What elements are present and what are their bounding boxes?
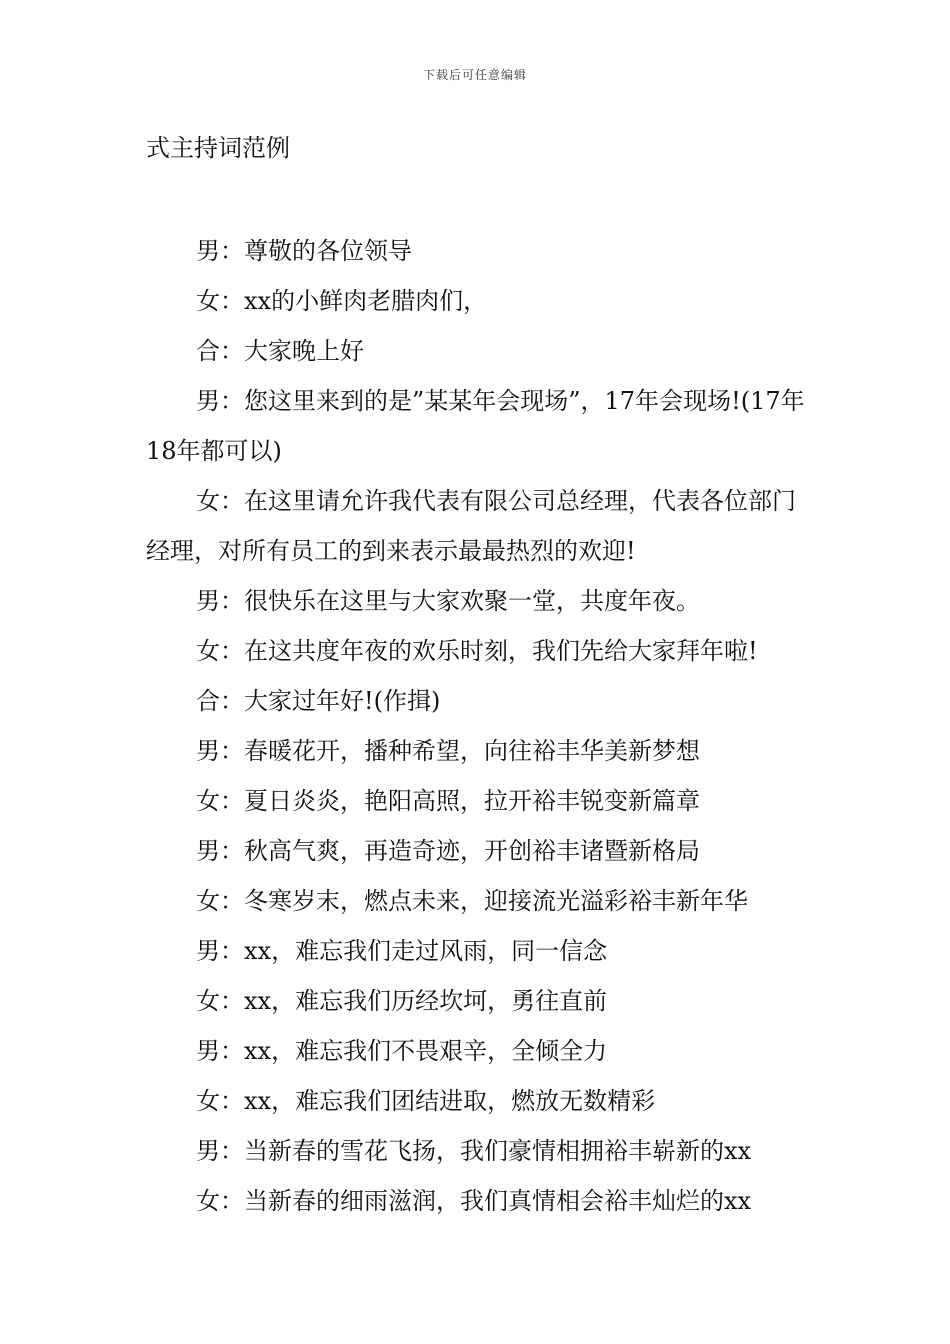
- paragraph: 女：xx，难忘我们团结进取，燃放无数精彩: [196, 1087, 656, 1115]
- paragraph: 男：当新春的雪花飞扬，我们豪情相拥裕丰崭新的xx: [196, 1137, 752, 1165]
- paragraph: 男：xx，难忘我们不畏艰辛，全倾全力: [196, 1037, 608, 1065]
- paragraph: 女：在这共度年夜的欢乐时刻，我们先给大家拜年啦!: [196, 637, 758, 665]
- document-body: [146, 226, 810, 1226]
- paragraph: 男：xx，难忘我们走过风雨，同一信念: [196, 937, 608, 965]
- paragraph: 男：春暖花开，播种希望，向往裕丰华美新梦想: [196, 737, 700, 765]
- paragraph: 男：很快乐在这里与大家欢聚一堂，共度年夜。: [196, 587, 700, 615]
- paragraph: 男：秋高气爽，再造奇迹，开创裕丰诸暨新格局: [196, 837, 700, 865]
- paragraph: 合：大家晚上好: [196, 337, 364, 365]
- paragraph: 女：xx，难忘我们历经坎坷，勇往直前: [196, 987, 608, 1015]
- paragraph: 男：尊敬的各位领导: [196, 237, 412, 265]
- paragraph: 女：xx的小鲜肉老腊肉们，: [196, 287, 488, 315]
- paragraph: 合：大家过年好!(作揖): [196, 687, 441, 715]
- page-header: 下载后可任意编辑: [422, 68, 527, 82]
- paragraph: 女：当新春的细雨滋润，我们真情相会裕丰灿烂的xx: [196, 1187, 752, 1215]
- paragraph: 女：在这里请允许我代表有限公司总经理，代表各位部门经理，对所有员工的到来表示最最热烈的欢迎!: [146, 487, 796, 565]
- paragraph: 男：您这里来到的是”某某年会现场”，17年会现场!(17年18年都可以): [146, 387, 805, 465]
- document-title: 式主持词范例: [146, 134, 290, 162]
- paragraph: 女：夏日炎炎，艳阳高照，拉开裕丰锐变新篇章: [196, 787, 700, 815]
- paragraph: 女：冬寒岁末，燃点未来，迎接流光溢彩裕丰新年华: [196, 887, 748, 915]
